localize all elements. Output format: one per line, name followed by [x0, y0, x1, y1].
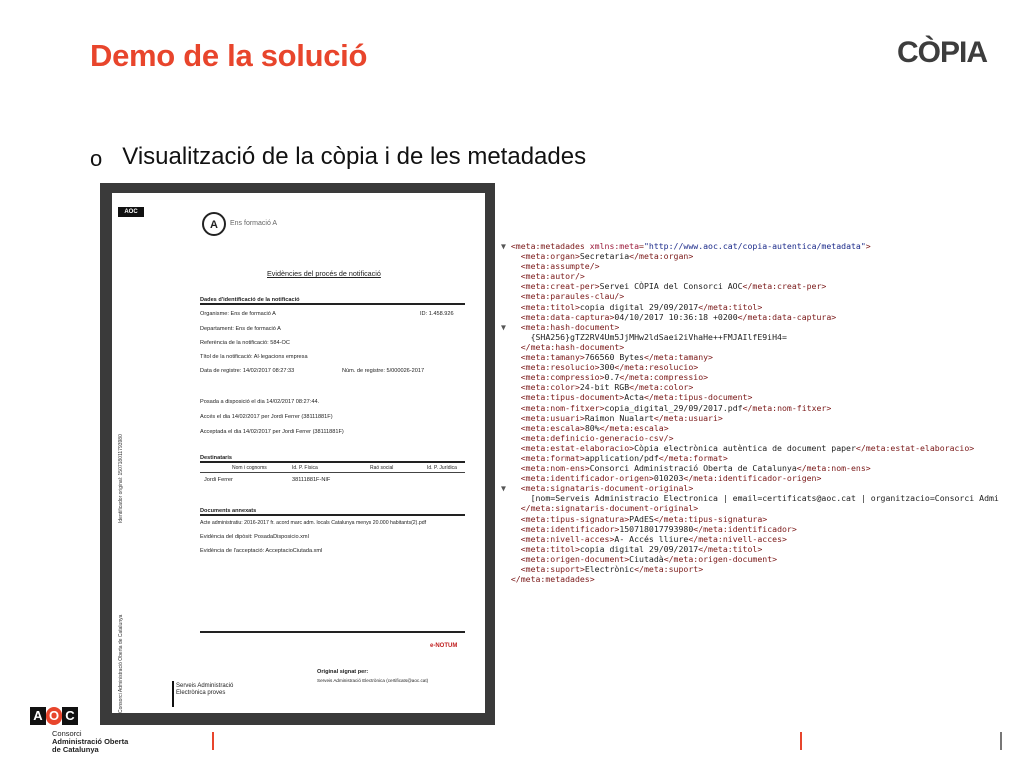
- footer-line-1: Consorci: [52, 729, 82, 738]
- xml-line: [501, 433, 999, 443]
- xml-tag: </meta:titol>: [698, 301, 763, 312]
- side-text-identifier: Identificador original: 150718011793980: [118, 434, 124, 523]
- xml-line: [501, 312, 999, 322]
- footer-consorci-text: [52, 730, 128, 754]
- xml-line: [501, 372, 999, 382]
- xml-line: [501, 251, 999, 261]
- xml-txt: copia_digital_29/09/2017.pdf: [604, 402, 743, 413]
- xml-gutter: [501, 291, 511, 301]
- xml-tag: </meta:titol>: [698, 543, 763, 554]
- xml-txt: Secretaria: [579, 251, 630, 262]
- xml-gutter: [501, 261, 511, 271]
- xml-line[interactable]: [501, 241, 999, 251]
- xml-tag: </meta:organ>: [629, 251, 694, 262]
- xml-tag: <meta:nom-ens>: [520, 463, 590, 474]
- xml-line: [501, 534, 999, 544]
- xml-tag: </meta:compressio>: [619, 372, 709, 383]
- doc-data-registre: Data de registre: 14/02/2017 08:27:33: [200, 368, 295, 374]
- xml-gutter: [501, 544, 511, 554]
- dest-row-idfisica: 38111881F-NIF: [292, 477, 331, 483]
- xml-line: [501, 413, 999, 423]
- xml-gutter: [501, 251, 511, 261]
- xml-line: [501, 392, 999, 402]
- xml-line: [501, 493, 999, 503]
- xml-txt: 150718017793980: [619, 523, 694, 534]
- xml-gutter: [501, 534, 511, 544]
- xml-line: [501, 362, 999, 372]
- xml-tag: </meta:nivell-acces>: [688, 533, 787, 544]
- xml-tag: <meta:paraules-clau/>: [520, 291, 625, 302]
- slide-title: Demo de la solució: [90, 38, 368, 73]
- xml-txt: copia digital 29/09/2017: [579, 301, 699, 312]
- xml-gutter: [501, 362, 511, 372]
- xml-tag: <meta:usuari>: [520, 412, 585, 423]
- doc-acceptada: Acceptada el dia 14/02/2017 per Jordi Ferrer (38111881F): [200, 429, 344, 435]
- doc-annex-1: Acte administratiu: 2016-2017 fr. acord marc adm. locals Catalunya menys 20.000 habitants(2).pdf: [200, 520, 427, 526]
- xml-txt: 0.7: [604, 372, 620, 383]
- xml-txt: Raimon Nualart: [584, 412, 654, 423]
- xml-tag: </meta:resolucio>: [614, 362, 699, 373]
- xml-txt: Còpia electrònica autèntica de document paper: [634, 442, 856, 453]
- enotum-logo: e-NOTUM: [430, 643, 458, 649]
- xml-tag: <meta:identificador-origen>: [520, 473, 654, 484]
- document-preview: [100, 183, 495, 725]
- document-page: [112, 193, 485, 713]
- xml-txt: [nom=Serveis Administracio Electronica | email=certificats@aoc.cat | organitzacio=Consorci Admi: [530, 493, 999, 504]
- xml-tag: <meta:hash-document>: [520, 321, 620, 332]
- doc-serveis: Serveis Administració Electrònica proves: [176, 683, 234, 696]
- xml-line: [501, 514, 999, 524]
- aoc-logo-letter-o: O: [46, 707, 62, 725]
- xml-line: [501, 554, 999, 564]
- xml-tag: </meta:data-captura>: [737, 311, 837, 322]
- xml-gutter: [501, 514, 511, 524]
- entity-name: Ens formació A: [230, 220, 278, 227]
- xml-line[interactable]: [501, 483, 999, 493]
- doc-annex-3: Evidència de l'acceptació: AcceptacioCiutada.xml: [200, 548, 323, 554]
- xml-tag: </meta:hash-document>: [520, 341, 625, 352]
- xml-txt: A- Accés lliure: [614, 533, 689, 544]
- xml-tag: </meta:tamany>: [643, 352, 713, 363]
- xml-txt: 80%: [584, 422, 600, 433]
- xml-txt: copia digital 29/09/2017: [579, 543, 699, 554]
- xml-tag: </meta:usuari>: [653, 412, 723, 423]
- xml-tag: </meta:nom-fitxer>: [742, 402, 832, 413]
- xml-tag: </meta:signataris-document-original>: [520, 503, 699, 514]
- dest-col-idjuridica: Id. P. Jurídica: [427, 465, 457, 471]
- aoc-logo-letter-c: C: [62, 707, 78, 725]
- bullet-text: Visualització de la còpia i de les metadades: [122, 143, 587, 170]
- bullet-item: [90, 142, 586, 172]
- xml-gutter: [501, 413, 511, 423]
- xml-txt: application/pdf: [584, 452, 659, 463]
- xml-line: [501, 302, 999, 312]
- xml-tag: </meta:creat-per>: [742, 281, 827, 292]
- collapse-arrow-icon[interactable]: ▼: [501, 321, 511, 332]
- xml-tag: <meta:estat-elaboracio>: [520, 442, 635, 453]
- xml-tag: </meta:suport>: [634, 564, 704, 574]
- xml-tag: <meta:format>: [520, 452, 585, 463]
- xml-tag: </meta:identificador>: [693, 523, 797, 534]
- xml-gutter: [501, 392, 511, 402]
- xml-txt: 300: [599, 362, 615, 373]
- xml-tag: </meta:escala>: [599, 422, 669, 433]
- xml-gutter: [501, 564, 511, 574]
- doc-num-registre: Núm. de registre: 5/000026-2017: [342, 368, 425, 374]
- xml-tag: <meta:compressio>: [520, 372, 605, 383]
- xml-tag: <meta:nivell-acces>: [520, 533, 615, 544]
- xml-line: [501, 271, 999, 281]
- xml-tag: =: [639, 241, 644, 251]
- xml-tag: <meta:color>: [520, 382, 580, 393]
- doc-posada: Posada a disposició el dia 14/02/2017 08:27:44.: [200, 399, 320, 405]
- doc-annex-2: Evidència del dipòsit: PosadaDisposicio.xml: [200, 534, 309, 540]
- aoc-logo: [30, 707, 78, 725]
- collapse-arrow-icon[interactable]: ▼: [501, 483, 511, 494]
- xml-tag: <meta:nom-fitxer>: [520, 402, 605, 413]
- xml-tag: <meta:definicio-generacio-csv/>: [520, 432, 674, 443]
- xml-gutter: [501, 574, 511, 584]
- xml-gutter: [501, 403, 511, 413]
- xml-txt: PAdES: [629, 513, 654, 524]
- section-annexats: Documents annexats: [200, 508, 257, 514]
- xml-attr: xmlns:meta: [589, 241, 640, 251]
- xml-gutter: [501, 503, 511, 513]
- xml-txt: 04/10/2017 10:36:18 +0200: [614, 311, 738, 322]
- copia-logo-text: CÒPIA: [897, 36, 988, 69]
- xml-tag: <meta:data-captura>: [520, 311, 615, 322]
- xml-tag: <meta:autor/>: [520, 271, 585, 282]
- xml-gutter: [501, 302, 511, 312]
- aoc-mini-logo: AOC: [118, 207, 144, 217]
- xml-line: [501, 403, 999, 413]
- xml-tag: <meta:signataris-document-original>: [520, 483, 694, 494]
- xml-tag: <meta:tamany>: [520, 352, 585, 363]
- xml-tag: </meta:format>: [658, 452, 728, 463]
- xml-tag: </meta:origen-document>: [663, 553, 778, 564]
- xml-gutter: [501, 342, 511, 352]
- xml-gutter: [501, 332, 511, 342]
- xml-line: [501, 453, 999, 463]
- xml-tag: </meta:identificador-origen>: [683, 473, 822, 484]
- xml-txt: Acta: [624, 392, 644, 403]
- doc-organisme: Organisme: Ens de formació A: [200, 311, 276, 317]
- xml-gutter: [501, 463, 511, 473]
- xml-gutter: [501, 382, 511, 392]
- xml-line: [501, 503, 999, 513]
- xml-tag: </meta:estat-elaboracio>: [855, 442, 975, 453]
- xml-line[interactable]: [501, 322, 999, 332]
- footer-line-2: Administració Oberta: [52, 737, 129, 746]
- xml-tag: </meta:color>: [629, 382, 694, 393]
- xml-gutter: [501, 554, 511, 564]
- aoc-logo-letter-a: A: [30, 707, 46, 725]
- xml-tag: <meta:metadades: [510, 241, 590, 251]
- xml-line: [501, 443, 999, 453]
- xml-gutter: [501, 271, 511, 281]
- xml-line: [501, 423, 999, 433]
- dest-row-nom: Jordi Ferrer: [204, 477, 233, 483]
- xml-tag: <meta:origen-document>: [520, 553, 630, 564]
- xml-txt: 766560 Bytes: [584, 352, 644, 363]
- xml-line: [501, 463, 999, 473]
- xml-gutter: [501, 312, 511, 322]
- xml-line: [501, 291, 999, 301]
- xml-gutter: [501, 372, 511, 382]
- metadata-xml-viewer: [501, 241, 999, 584]
- doc-signat-per: Original signat per:: [317, 669, 369, 675]
- xml-line: [501, 574, 999, 584]
- dest-col-idfisica: Id. P. Física: [292, 465, 318, 471]
- xml-tag: <meta:titol>: [520, 543, 580, 554]
- xml-gutter: [501, 352, 511, 362]
- section-identification: Dades d'identificació de la notificació: [200, 297, 300, 303]
- document-heading: Evidències del procés de notificació: [267, 269, 381, 278]
- collapse-arrow-icon[interactable]: ▼: [501, 241, 511, 251]
- xml-txt: 24-bit RGB: [579, 382, 630, 393]
- xml-line: [501, 281, 999, 291]
- xml-txt: Electrònic: [584, 564, 635, 574]
- xml-gutter: [501, 443, 511, 453]
- xml-txt: Ciutadà: [629, 553, 664, 564]
- xml-line: [501, 332, 999, 342]
- xml-tag: <meta:escala>: [520, 422, 585, 433]
- doc-id: ID: 1.458.926: [420, 311, 454, 317]
- footer-divider-2: [800, 732, 802, 750]
- footer-divider-1: [212, 732, 214, 750]
- xml-tag: <meta:creat-per>: [520, 281, 600, 292]
- xml-tag: <meta:tipus-document>: [520, 392, 625, 403]
- xml-tag: <meta:resolucio>: [520, 362, 600, 373]
- dest-col-raosocial: Raó social: [370, 465, 394, 471]
- entity-logo-icon: [202, 211, 226, 237]
- xml-line: [501, 352, 999, 362]
- xml-gutter: [501, 473, 511, 483]
- footer-divider-3: [1000, 732, 1002, 750]
- xml-tag: <meta:organ>: [520, 251, 580, 262]
- xml-tag: <meta:identificador>: [520, 523, 620, 534]
- xml-tag: <meta:tipus-signatura>: [520, 513, 630, 524]
- xml-val: "http://www.aoc.cat/copia-autentica/metadata": [643, 241, 866, 251]
- xml-line: [501, 342, 999, 352]
- section-destinataris: Destinataris: [200, 455, 233, 461]
- xml-txt: 010203: [653, 473, 684, 484]
- doc-departament: Departament: Ens de formació A: [200, 326, 281, 332]
- xml-tag: <meta:titol>: [520, 301, 580, 312]
- xml-tag: <meta:suport>: [520, 564, 585, 574]
- xml-line: [501, 261, 999, 271]
- xml-line: [501, 382, 999, 392]
- xml-txt: Consorci Administració Oberta de Catalunya: [589, 463, 797, 474]
- doc-referencia: Referència de la notificació: 584-OC: [200, 340, 290, 346]
- doc-signat-line: Serveis Administració Electrònica (certificats@aoc.cat): [317, 678, 429, 683]
- dest-col-nom: Nom i cognoms: [232, 465, 267, 471]
- doc-accedit: Accés el dia 14/02/2017 per Jordi Ferrer (38111881F): [200, 414, 333, 420]
- xml-gutter: [501, 423, 511, 433]
- bullet-marker: o: [90, 146, 103, 171]
- xml-tag: </meta:metadades>: [510, 574, 595, 585]
- xml-line: [501, 473, 999, 483]
- side-text-consorci: Consorci Administració Oberta de Catalunya: [118, 614, 124, 713]
- xml-gutter: [501, 493, 511, 503]
- xml-gutter: [501, 524, 511, 534]
- xml-tag: </meta:tipus-signatura>: [653, 513, 768, 524]
- xml-txt: Servei CÒPIA del Consorci AOC: [599, 281, 743, 292]
- xml-tag: >: [865, 241, 871, 251]
- xml-gutter: [501, 453, 511, 463]
- xml-tag: </meta:nom-ens>: [796, 463, 871, 474]
- doc-titol: Títol de la notificació: Al·legacions empresa: [200, 354, 308, 360]
- copia-logo: [897, 32, 987, 74]
- svg-text:A: A: [210, 219, 218, 231]
- footer-line-3: de Catalunya: [52, 745, 99, 754]
- xml-tag: </meta:tipus-document>: [643, 392, 753, 403]
- xml-line: [501, 564, 999, 574]
- xml-line: [501, 544, 999, 554]
- xml-txt: {SHA256}gTZ2RV4Um5JjMHw2ldSaei2iVhaHe++FMJAIlfE9iH4=: [530, 331, 787, 342]
- xml-line: [501, 524, 999, 534]
- xml-gutter: [501, 433, 511, 443]
- xml-gutter: [501, 281, 511, 291]
- xml-tag: <meta:assumpte/>: [520, 261, 600, 272]
